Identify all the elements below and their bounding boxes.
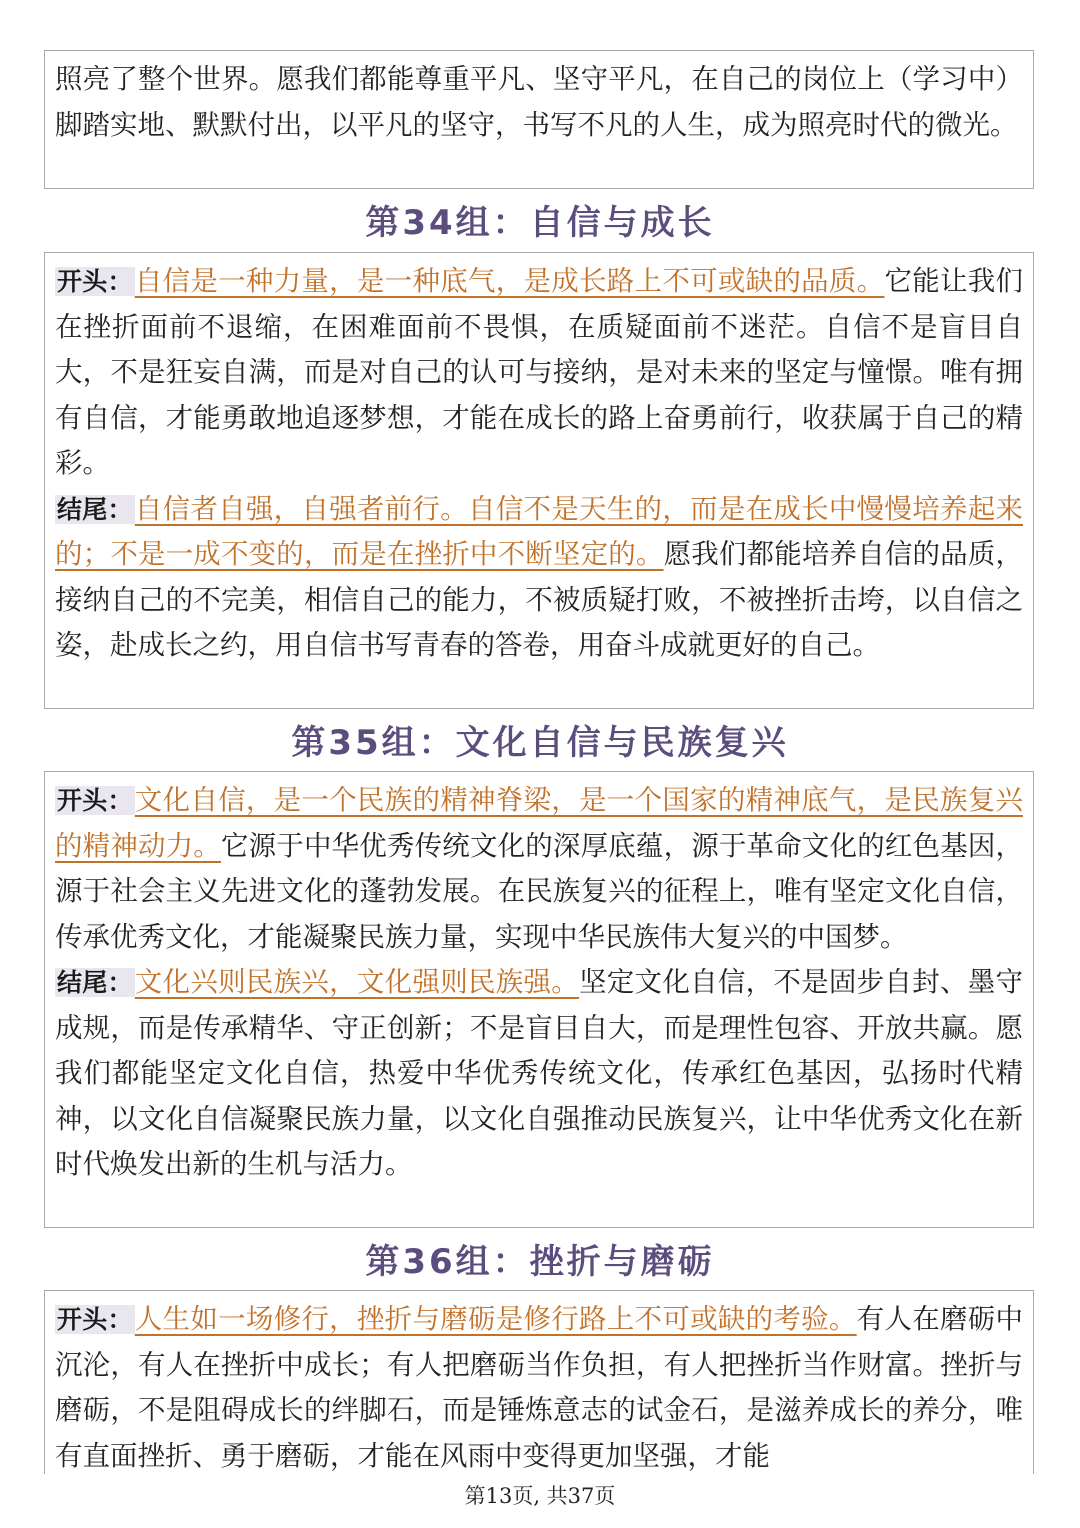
- opening-text: 它能让我们在挫折面前不退缩，在困难面前不畏惧，在质疑面前不迷茫。自信不是盲目自大，不是狂妄自满，而是对自己的认可与接纳，是对未来的坚定与憧憬。唯有拥有自信，才能勇敢地追逐梦想，才能在成长的路上奋勇前行，收获属于自己的精彩。: [55, 265, 1023, 479]
- ending-highlight: 自信者自强，自强者前行。自信不是天生的，而是在成长中慢慢培养起来的；不是一成不变的，而是在挫折中不断坚定的。: [55, 492, 1023, 570]
- group-36-opening: [55, 1297, 1023, 1474]
- opening-highlight: 自信是一种力量，是一种底气，是成长路上不可或缺的品质。: [134, 265, 885, 297]
- group-34-opening: [55, 259, 1023, 487]
- ending-highlight: 文化兴则民族兴，文化强则民族强。: [134, 966, 580, 998]
- group-35-title: 第35组：文化自信与民族复兴: [291, 723, 789, 763]
- opening-label: 开头：: [57, 267, 133, 296]
- ending-text: 坚定文化自信，不是固步自封、墨守成规，而是传承精华、守正创新；不是盲目自大，而是理性包容、开放共赢。愿我们都能坚定文化自信，热爱中华优秀传统文化，传承红色基因，弘扬时代精神，以文化自信凝聚民族力量，以文化自强推动民族复兴，让中华优秀文化在新时代焕发出新的生机与活力。: [55, 966, 1023, 1180]
- group-34-ending: [55, 487, 1023, 669]
- group-34-title: 第34组：自信与成长: [365, 203, 715, 243]
- group-36-box: [44, 1290, 1034, 1474]
- group-35-box: [44, 771, 1034, 1228]
- group-34-box: [44, 252, 1034, 709]
- ending-text: 愿我们都能培养自信的品质，接纳自己的不完美，相信自己的能力，不被质疑打败，不被挫折击垮，以自信之姿，赴成长之约，用自信书写青春的答卷，用奋斗成就更好的自己。: [55, 538, 1024, 661]
- group-35-ending: [55, 960, 1023, 1188]
- opening-text: 它源于中华优秀传统文化的深厚底蕴，源于革命文化的红色基因，源于社会主义先进文化的蓬勃发展。在民族复兴的征程上，唯有坚定文化自信，传承优秀文化，才能凝聚民族力量，实现中华民族伟大复兴的中国梦。: [55, 829, 1024, 953]
- opening-highlight: 人生如一场修行，挫折与磨砺是修行路上不可或缺的考验。: [134, 1303, 857, 1335]
- opening-text: 有人在磨砺中沉沦，有人在挫折中成长；有人把磨砺当作负担，有人把挫折当作财富。挫折与磨砺，不是阻碍成长的绊脚石，而是锤炼意志的试金石，是滋养成长的养分，唯有直面挫折、勇于磨砺，才能在风雨中变得更加坚强，才能: [55, 1303, 1023, 1472]
- opening-highlight: 文化自信，是一个民族的精神脊梁，是一个国家的精神底气，是民族复兴的精神动力。: [55, 784, 1023, 862]
- continuation-box: [44, 50, 1034, 189]
- opening-label: 开头：: [57, 1305, 133, 1334]
- ending-label: 结尾：: [57, 968, 133, 997]
- page-number: 第13页, 共37页: [464, 1484, 616, 1508]
- group-36-title: 第36组：挫折与磨砺: [365, 1242, 715, 1282]
- ending-label: 结尾：: [57, 494, 133, 524]
- group-35-opening: [55, 778, 1023, 960]
- continuation-text: 照亮了整个世界。愿我们都能尊重平凡、坚守平凡，在自己的岗位上（学习中）脚踏实地、默默付出，以平凡的坚守，书写不凡的人生，成为照亮时代的微光。: [55, 63, 1023, 141]
- opening-label: 开头：: [57, 786, 133, 815]
